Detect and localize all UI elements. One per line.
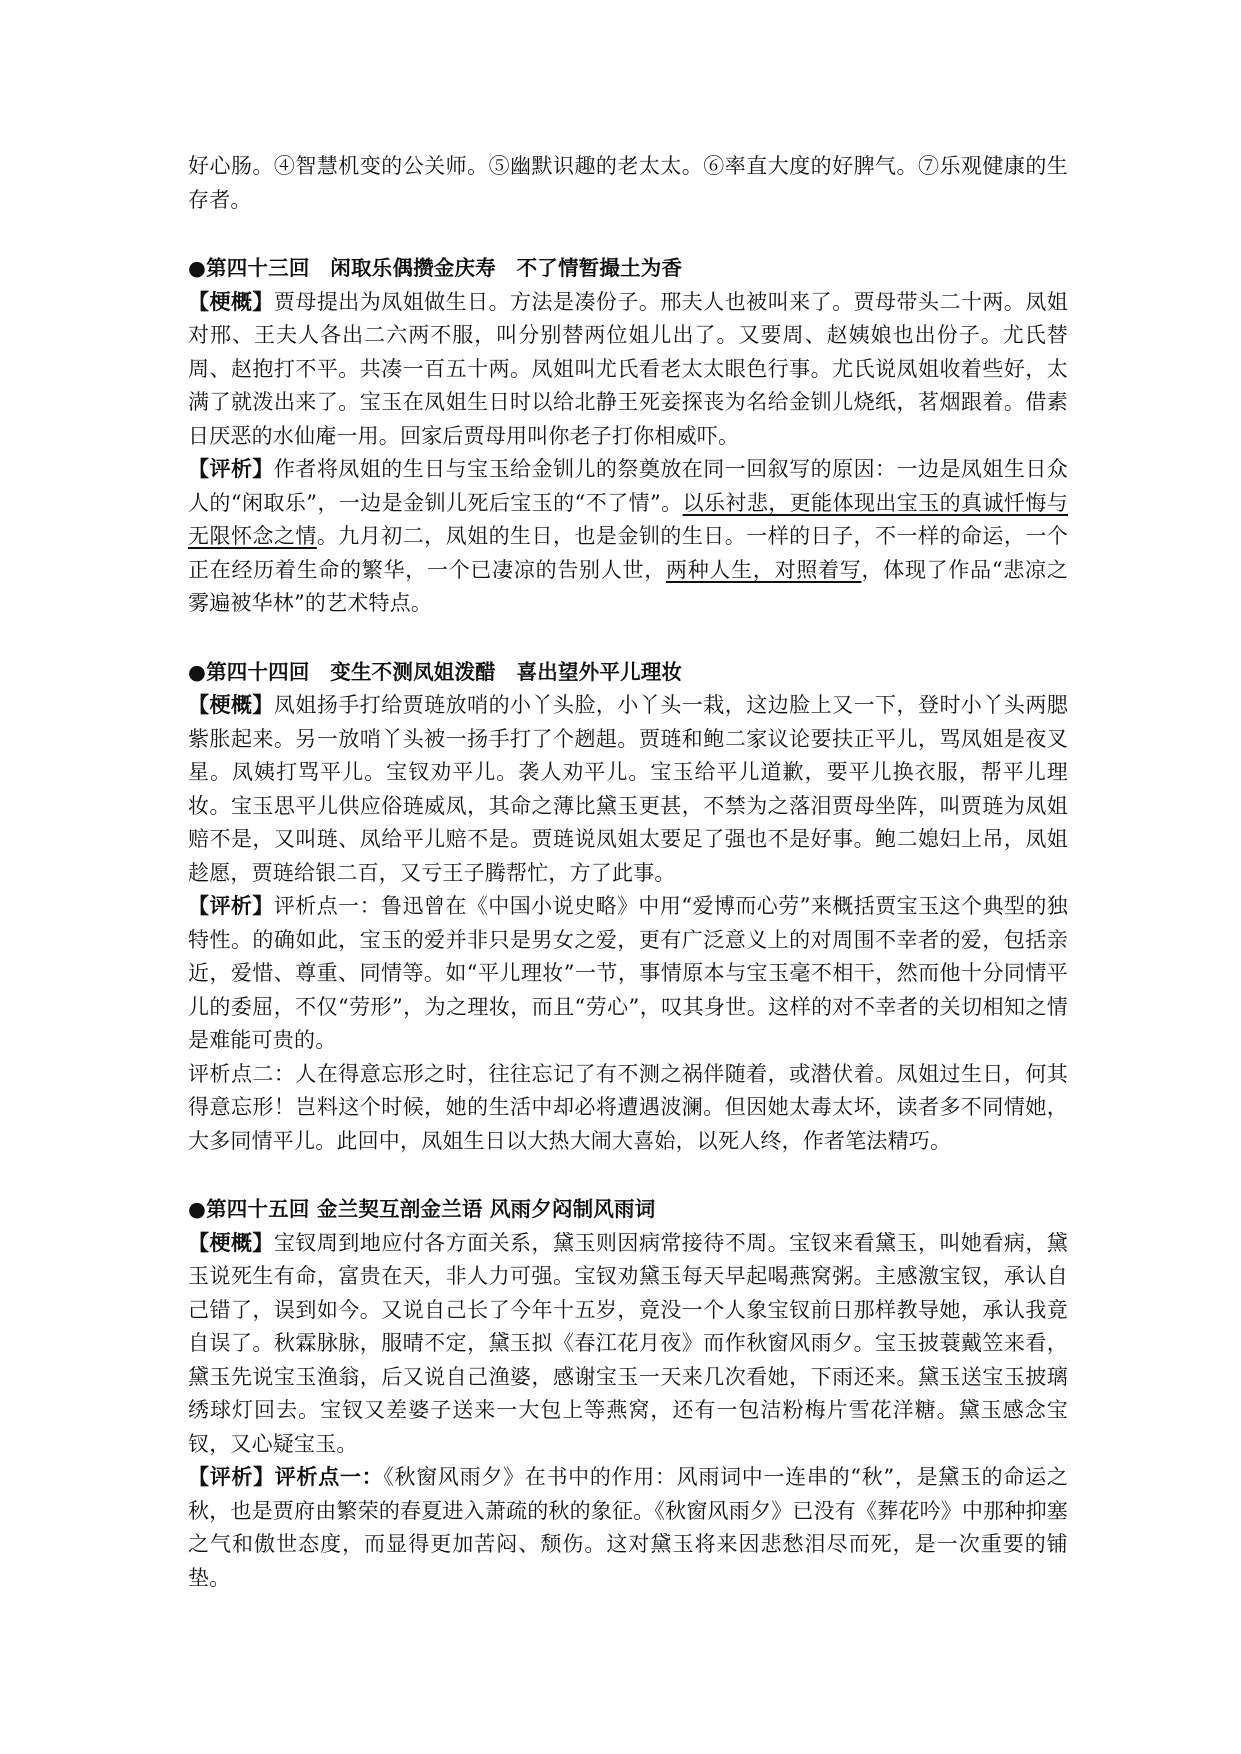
analysis-tag: 【评析】 — [188, 894, 274, 918]
intro-text: 好心肠。④智慧机变的公关师。⑤幽默识趣的老太太。⑥率直大度的好脾气。⑦乐观健康的生存者。 — [188, 154, 1068, 212]
analysis-tag: 【评析】 — [188, 457, 274, 481]
summary-text: 贾母提出为凤姐做生日。方法是凑份子。邢夫人也被叫来了。贾母带头二十两。凤姐对邢、王夫人各出二六两不服，叫分别替两位姐儿出了。又要周、赵姨娘也出份子。尤氏替周、赵抱打不平。共凑一百五十两。凤姐叫尤氏看老太太眼色行事。尤氏说凤姐收着些好，太满了就泼出来了。宝玉在凤姐生日时以给北静王死妾探丧为名给金钏儿烧纸，茗烟跟着。借素日厌恶的水仙庵一用。回家后贾母用叫你老子打你相威吓。 — [188, 289, 1068, 448]
analysis-underline: 以乐衬悲，更能体现出宝玉的真诚忏悔与无限怀念之情 — [188, 490, 1068, 548]
section-gap — [188, 217, 1068, 252]
chapter-44-analysis-1 — [188, 890, 1068, 1058]
summary-text: 凤姐扬手打给贾琏放哨的小丫头脸，小丫头一栽，这边脸上又一下，登时小丫头两腮紫胀起来。另一放哨丫头被一扬手打了个趔趄。贾琏和鲍二家议论要扶正平儿，骂凤姐是夜叉星。凤姨打骂平儿。宝钗劝平儿。袭人劝平儿。宝玉给平儿道歉，要平儿换衣服，帮平儿理妆。宝玉思平儿供应俗琏威凤，其命之薄比黛玉更甚，不禁为之落泪贾母坐阵，叫贾琏为凤姐赔不是，又叫琏、凤给平儿赔不是。贾琏说凤姐太要足了强也不是好事。鲍二媳妇上吊，凤姐趁愿，贾琏给银二百，又亏王子腾帮忙，方了此事。 — [188, 693, 1068, 885]
chapter-45-heading: ●第四十五回 金兰契互剖金兰语 风雨夕闷制风雨词 — [188, 1197, 656, 1221]
summary-tag: 【梗概】 — [188, 289, 274, 314]
chapter-43-analysis — [188, 453, 1068, 621]
analysis-text: 。九月初二，凤姐的生日，也是金钏的生日。一样的日子，不一样的命运，一个正在经历着生命的繁华，一个已凄凉的告别人世， — [188, 524, 1069, 582]
chapter-44-analysis-2: 评析点二：人在得意忘形之时，往往忘记了有不测之祸伴随着，或潜伏着。凤姐过生日，何其得意忘形！岂料这个时候，她的生活中却必将遭遇波澜。但因她太毒太坏，读者多不同情她，大多同情平儿。此回中，凤姐生日以大热大闹大喜始，以死人终，作者笔法精巧。 — [188, 1061, 1068, 1153]
analysis-tag: 【评析】评析点一： — [188, 1465, 384, 1489]
analysis-text: 评析点一：鲁迅曾在《中国小说史略》中用“爱博而心劳”来概括贾宝玉这个典型的独特性。的确如此，宝玉的爱并非只是男女之爱，更有广泛意义上的对周围不幸者的爱，包括亲近，爱惜、尊重、同情等。如“平儿理妆”一节，事情原本与宝玉毫不相干，然而他十分同情平儿的委屈，不仅“劳形”，为之理妆，而且“劳心”，叹其身世。这样的对不幸者的关切相知之情是难能可贵的。 — [188, 894, 1068, 1052]
summary-tag: 【梗概】 — [188, 1230, 274, 1255]
summary-tag: 【梗概】 — [188, 693, 274, 717]
summary-text: 宝钗周到地应付各方面关系，黛玉则因病常接待不周。宝钗来看黛玉，叫她看病，黛玉说死生有命，富贵在天，非人力可强。宝钗劝黛玉每天早起喝燕窝粥。主感激宝钗，承认自己错了，误到如今。又说自己长了今年十五岁，竟没一个人象宝钗前日那样教导她，承认我竟自误了。秋霖脉脉，服晴不定，黛玉拟《春江花月夜》而作秋窗风雨夕。宝玉披蓑戴笠来看，黛玉先说宝玉渔翁，后又说自己渔婆，感谢宝玉一天来几次看她，下雨还来。黛玉送宝玉披璃绣球灯回去。宝钗又差婆子送来一大包上等燕窝，还有一包洁粉梅片雪花洋糖。黛玉感念宝钗，又心疑宝玉。 — [188, 1230, 1068, 1456]
analysis-text: 《秋窗风雨夕》在书中的作用：风雨词中一连串的“秋”，是黛玉的命运之秋，也是贾府由繁荣的春夏进入萧疏的秋的象征。《秋窗风雨夕》已没有《葬花吟》中那种抑塞之气和傲世态度，而显得更加苦闷、颓伤。这对黛玉将来因悲愁泪尽而死，是一次重要的铺垫。 — [188, 1465, 1068, 1590]
chapter-45-analysis — [188, 1461, 1068, 1595]
analysis-underline: 两种人生，对照着写 — [665, 557, 862, 582]
intro-paragraph — [188, 150, 1068, 217]
chapter-43-heading: ●第四十三回 闲取乐偶攒金庆寿 不了情暂撮土为香 — [188, 256, 683, 280]
document-page — [188, 150, 1068, 1595]
analysis-text: 作者将凤姐的生日与宝玉给金钏儿的祭奠放在同一回叙写的原因：一边是凤姐生日众人的“闲取乐”，一边是金钏儿死后宝玉的“不了情”。 — [188, 457, 1068, 515]
chapter-44-heading: ●第四十四回 变生不测凤姐泼醋 喜出望外平儿理妆 — [188, 659, 683, 684]
chapter-43-summary — [188, 286, 1068, 454]
chapter-45-summary — [188, 1227, 1068, 1462]
section-gap — [188, 621, 1068, 656]
section-gap — [188, 1158, 1068, 1193]
analysis-text: ，体现了作品“悲凉之雾遍被华林”的艺术特点。 — [188, 557, 1068, 615]
chapter-44-summary — [188, 689, 1068, 890]
